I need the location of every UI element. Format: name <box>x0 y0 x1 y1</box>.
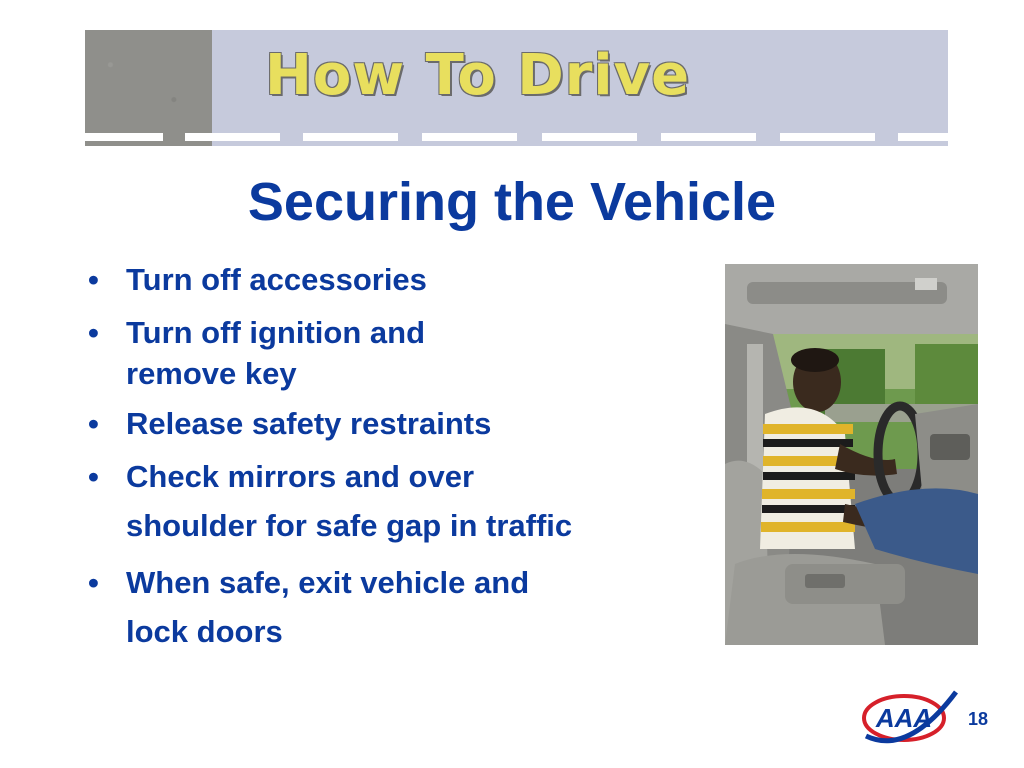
bullet-item <box>88 402 708 446</box>
bullet-dot: • <box>88 459 99 494</box>
bullet-text: lock doors <box>126 614 283 649</box>
lane-dash <box>661 133 756 141</box>
driver-in-vehicle-photo <box>725 264 978 645</box>
bullet-text: Turn off ignition and <box>126 315 426 350</box>
aaa-logo-text: AAA <box>875 703 933 733</box>
bullet-item <box>88 455 708 552</box>
bullet-text: Release safety restraints <box>126 406 492 441</box>
bullet-text: remove key <box>126 356 297 391</box>
bullet-list <box>88 258 708 667</box>
lane-dash <box>542 133 637 141</box>
bullet-text: shoulder for safe gap in traffic <box>126 508 573 543</box>
lane-dash <box>185 133 280 141</box>
lane-dash <box>898 133 948 141</box>
aaa-logo <box>858 686 962 750</box>
bullet-item <box>88 311 708 393</box>
slide-title: Securing the Vehicle <box>247 172 777 232</box>
bullet-dot: • <box>88 406 99 441</box>
banner-road-texture <box>85 30 212 146</box>
lane-dash <box>85 133 163 141</box>
bullet-text: Turn off accessories <box>126 262 427 297</box>
page-number: 18 <box>968 709 989 729</box>
bullet-text: When safe, exit vehicle and <box>126 565 530 600</box>
bullet-dot: • <box>88 262 99 297</box>
bullet-dot: • <box>88 565 99 600</box>
lane-dash <box>780 133 875 141</box>
lane-dashes <box>85 133 948 143</box>
bullet-item <box>88 561 708 658</box>
lane-dash <box>303 133 398 141</box>
lane-dash <box>422 133 517 141</box>
banner-title: How To Drive <box>265 43 691 108</box>
bullet-text: Check mirrors and over <box>126 459 475 494</box>
banner <box>85 30 948 146</box>
bullet-item <box>88 258 708 302</box>
bullet-dot: • <box>88 315 99 350</box>
